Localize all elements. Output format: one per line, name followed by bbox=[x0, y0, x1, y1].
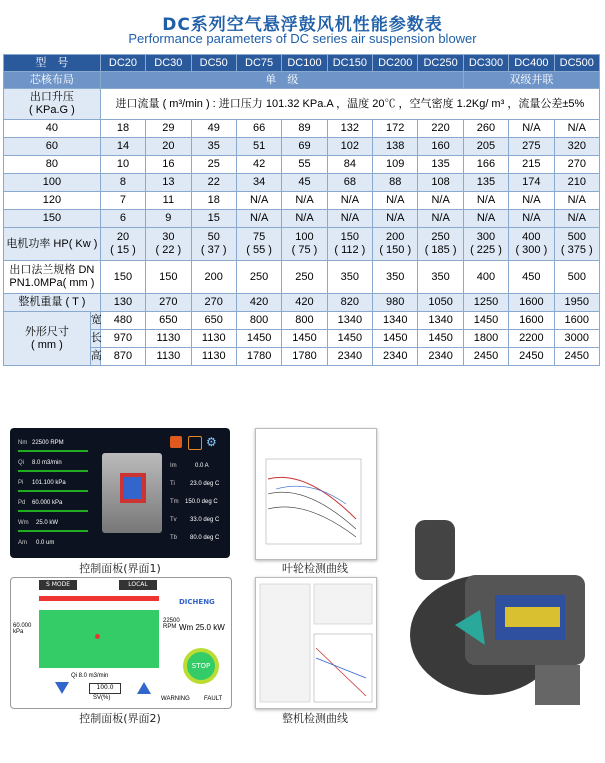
dim-cell: 2450 bbox=[554, 348, 599, 366]
caption-machine: 整机检测曲线 bbox=[282, 712, 348, 725]
dim-cell: 1450 bbox=[282, 330, 327, 348]
model-DC300: DC300 bbox=[463, 55, 508, 72]
weight-cell: 420 bbox=[236, 294, 281, 312]
motor-label: 电机功率 HP( Kw ) bbox=[4, 228, 101, 261]
motor-kw: ( 225 ) bbox=[470, 244, 502, 256]
flange-cell: 150 bbox=[146, 261, 191, 294]
motor-hp: 50 bbox=[207, 231, 220, 243]
dim-key: 宽 bbox=[90, 312, 100, 330]
flow-cell: 220 bbox=[418, 120, 463, 138]
flow-cell: 55 bbox=[282, 156, 327, 174]
flow-cell: N/A bbox=[418, 210, 463, 228]
p2-qi: Qi 8.0 m3/min bbox=[71, 673, 109, 679]
weight-label: 整机重量 ( T ) bbox=[4, 294, 101, 312]
flow-cell: 7 bbox=[100, 192, 145, 210]
dim-cell: 1450 bbox=[236, 330, 281, 348]
motor-kw: ( 375 ) bbox=[560, 244, 593, 256]
flow-cell: 109 bbox=[373, 156, 418, 174]
flow-cell: 138 bbox=[373, 138, 418, 156]
flow-cell: 68 bbox=[327, 174, 372, 192]
p2-pd: 60.000 kPa bbox=[13, 623, 32, 635]
motor-cell bbox=[418, 228, 463, 261]
flow-cell: N/A bbox=[373, 192, 418, 210]
motor-hp: 300 bbox=[476, 231, 496, 243]
motor-hp: 30 bbox=[162, 231, 175, 243]
p1-tv: 33.0 deg C bbox=[190, 517, 220, 523]
dim-cell: 1130 bbox=[191, 348, 236, 366]
flange-cell: 250 bbox=[236, 261, 281, 294]
flow-cell: N/A bbox=[236, 210, 281, 228]
dim-cell: 870 bbox=[100, 348, 145, 366]
flow-cell: N/A bbox=[509, 120, 554, 138]
flange-label: 出口法兰规格 DN PN1.0MPa( mm ) bbox=[4, 261, 101, 294]
flow-cell: 10 bbox=[100, 156, 145, 174]
flow-cell: 8 bbox=[100, 174, 145, 192]
core-dual: 双级并联 bbox=[463, 72, 599, 89]
p2-nm: 22500 RPM bbox=[163, 618, 180, 630]
flow-cell: N/A bbox=[327, 192, 372, 210]
operating-curve bbox=[39, 610, 159, 668]
weight-cell: 420 bbox=[282, 294, 327, 312]
weight-cell: 1950 bbox=[554, 294, 599, 312]
motor-kw: ( 55 ) bbox=[246, 244, 272, 256]
model-DC30: DC30 bbox=[146, 55, 191, 72]
dim-cell: 1800 bbox=[463, 330, 508, 348]
pressure-label: 150 bbox=[4, 210, 101, 228]
model-DC500: DC500 bbox=[554, 55, 599, 72]
motor-cell bbox=[373, 228, 418, 261]
p2-wm: Wm 25.0 kW bbox=[179, 623, 225, 632]
dim-cell: 1780 bbox=[282, 348, 327, 366]
home-icon[interactable] bbox=[170, 436, 182, 448]
dim-cell: 480 bbox=[100, 312, 145, 330]
p1-qi: 8.0 m3/min bbox=[32, 460, 62, 466]
motor-hp: 400 bbox=[522, 231, 541, 243]
model-label: 型 号 bbox=[4, 55, 101, 72]
flange-cell: 400 bbox=[463, 261, 508, 294]
flow-cell: 320 bbox=[554, 138, 599, 156]
weight-cell: 270 bbox=[146, 294, 191, 312]
flow-cell: N/A bbox=[373, 210, 418, 228]
sv-value[interactable]: 100.0 bbox=[89, 683, 121, 694]
dim-cell: 2450 bbox=[509, 348, 554, 366]
p1-pd: 60.000 kPa bbox=[32, 500, 63, 506]
flow-cell: 89 bbox=[282, 120, 327, 138]
core-single: 单 级 bbox=[100, 72, 463, 89]
flange-cell: 150 bbox=[100, 261, 145, 294]
dim-label-1: 外形尺寸 bbox=[24, 325, 69, 338]
p1-am: 0.0 um bbox=[36, 540, 55, 546]
machine-curve-graphic bbox=[256, 578, 376, 708]
flow-cell: 135 bbox=[418, 156, 463, 174]
flow-cell: 49 bbox=[191, 120, 236, 138]
warning-label: WARNING bbox=[161, 696, 190, 702]
stop-button[interactable]: STOP bbox=[183, 648, 219, 684]
motor-hp: 250 bbox=[431, 231, 450, 243]
p1-wm: 25.0 kW bbox=[36, 520, 59, 526]
flow-cell: 160 bbox=[418, 138, 463, 156]
p1-im: 0.0 A bbox=[195, 463, 209, 469]
blower-machine-image bbox=[102, 453, 162, 533]
flow-cell: 34 bbox=[236, 174, 281, 192]
flow-cell: 132 bbox=[327, 120, 372, 138]
dim-cell: 1780 bbox=[236, 348, 281, 366]
motor-cell bbox=[100, 228, 145, 261]
flow-cell: 108 bbox=[418, 174, 463, 192]
motor-kw: ( 112 ) bbox=[334, 244, 366, 256]
sv-label: SV(%) bbox=[93, 695, 111, 701]
spec-table bbox=[3, 54, 600, 366]
flow-cell: 172 bbox=[373, 120, 418, 138]
flow-cell: 69 bbox=[282, 138, 327, 156]
flow-cell: N/A bbox=[509, 210, 554, 228]
flow-cell: 22 bbox=[191, 174, 236, 192]
flow-cell: 102 bbox=[327, 138, 372, 156]
motor-hp: 150 bbox=[340, 231, 360, 243]
dim-cell: 2200 bbox=[509, 330, 554, 348]
motor-kw: ( 75 ) bbox=[291, 244, 318, 256]
dim-cell: 970 bbox=[100, 330, 145, 348]
dim-label bbox=[4, 312, 91, 366]
motor-kw: ( 300 ) bbox=[515, 244, 548, 256]
dim-cell: 2340 bbox=[418, 348, 463, 366]
title-en: Performance parameters of DC series air suspension blower bbox=[128, 31, 477, 46]
flow-cell: 174 bbox=[509, 174, 554, 192]
flow-cell: 16 bbox=[146, 156, 191, 174]
p1-nm: 22500 RPM bbox=[32, 440, 64, 446]
dim-cell: 1130 bbox=[146, 348, 191, 366]
flow-cell: N/A bbox=[554, 210, 599, 228]
brand-logo: DICHENG bbox=[179, 598, 215, 606]
dim-cell: 1450 bbox=[373, 330, 418, 348]
flow-cell: 42 bbox=[236, 156, 281, 174]
flow-cell: 166 bbox=[463, 156, 508, 174]
flange-cell: 250 bbox=[282, 261, 327, 294]
model-DC20: DC20 bbox=[100, 55, 145, 72]
pressure-label: 120 bbox=[4, 192, 101, 210]
flow-cell: 51 bbox=[236, 138, 281, 156]
dim-cell: 800 bbox=[282, 312, 327, 330]
motor-cell bbox=[282, 228, 327, 261]
weight-cell: 1250 bbox=[463, 294, 508, 312]
dim-cell: 1450 bbox=[463, 312, 508, 330]
impeller-test-chart bbox=[255, 428, 377, 560]
dim-label-2: ( mm ) bbox=[30, 338, 63, 351]
flow-cell: 135 bbox=[463, 174, 508, 192]
control-panel-2 bbox=[10, 577, 232, 709]
flow-cell: 270 bbox=[554, 156, 599, 174]
flow-cell: 205 bbox=[463, 138, 508, 156]
flow-cell: N/A bbox=[236, 192, 281, 210]
pressure-label: 80 bbox=[4, 156, 101, 174]
fault-label: FAULT bbox=[204, 696, 223, 702]
motor-cell bbox=[146, 228, 191, 261]
increase-icon[interactable] bbox=[137, 682, 151, 694]
motor-cell bbox=[327, 228, 372, 261]
p1-ti: 23.0 deg C bbox=[190, 481, 220, 487]
flow-cell: 29 bbox=[146, 120, 191, 138]
motor-kw: ( 150 ) bbox=[379, 244, 412, 256]
flow-cell: N/A bbox=[554, 120, 599, 138]
dim-cell: 650 bbox=[146, 312, 191, 330]
flange-cell: 500 bbox=[554, 261, 599, 294]
flow-cell: 88 bbox=[373, 174, 418, 192]
flange-cell: 350 bbox=[327, 261, 372, 294]
menu-icon[interactable] bbox=[188, 436, 202, 450]
flow-cell: 84 bbox=[327, 156, 372, 174]
motor-kw: ( 37 ) bbox=[200, 244, 227, 256]
flow-cell: 260 bbox=[463, 120, 508, 138]
inlet-note: 进口流量 ( m³/min ) : 进口压力 101.32 KPa.A ，温度 20℃ ，空气密度 1.2Kg/ m³ ，流量公差±5% bbox=[100, 89, 599, 120]
flow-cell: N/A bbox=[418, 192, 463, 210]
dim-cell: 1130 bbox=[191, 330, 236, 348]
flow-cell: 6 bbox=[100, 210, 145, 228]
weight-cell: 130 bbox=[100, 294, 145, 312]
flow-cell: N/A bbox=[463, 210, 508, 228]
flow-cell: N/A bbox=[463, 192, 508, 210]
caption-panel-1: 控制面板(界面1) bbox=[79, 562, 161, 575]
flow-cell: 66 bbox=[236, 120, 281, 138]
model-DC150: DC150 bbox=[327, 55, 372, 72]
p1-tb: 80.0 deg C bbox=[190, 535, 220, 541]
dim-cell: 1130 bbox=[146, 330, 191, 348]
pressure-label: 40 bbox=[4, 120, 101, 138]
decrease-icon[interactable] bbox=[55, 682, 69, 694]
flow-cell: N/A bbox=[554, 192, 599, 210]
weight-cell: 820 bbox=[327, 294, 372, 312]
dim-cell: 1450 bbox=[418, 330, 463, 348]
dim-cell: 650 bbox=[191, 312, 236, 330]
flow-cell: 35 bbox=[191, 138, 236, 156]
dim-cell: 1340 bbox=[418, 312, 463, 330]
model-DC75: DC75 bbox=[236, 55, 281, 72]
dim-cell: 2340 bbox=[373, 348, 418, 366]
flow-cell: 210 bbox=[554, 174, 599, 192]
motor-hp: 200 bbox=[386, 231, 405, 243]
motor-cell bbox=[236, 228, 281, 261]
flange-cell: 200 bbox=[191, 261, 236, 294]
dim-cell: 3000 bbox=[554, 330, 599, 348]
motor-kw: ( 15 ) bbox=[110, 244, 136, 256]
weight-cell: 1600 bbox=[509, 294, 554, 312]
core-label: 芯核布局 bbox=[4, 72, 101, 89]
motor-cell bbox=[191, 228, 236, 261]
flow-cell: N/A bbox=[282, 210, 327, 228]
dim-key: 高 bbox=[90, 348, 100, 366]
impeller-curve-graphic bbox=[256, 429, 376, 559]
weight-cell: 270 bbox=[191, 294, 236, 312]
flange-cell: 450 bbox=[509, 261, 554, 294]
weight-cell: 980 bbox=[373, 294, 418, 312]
flow-cell: 215 bbox=[509, 156, 554, 174]
flow-cell: 15 bbox=[191, 210, 236, 228]
dim-cell: 800 bbox=[236, 312, 281, 330]
model-DC250: DC250 bbox=[418, 55, 463, 72]
outlet-label: 出口升压 ( KPa.G ) bbox=[4, 89, 101, 120]
motor-cell bbox=[509, 228, 554, 261]
model-DC200: DC200 bbox=[373, 55, 418, 72]
flow-cell: 13 bbox=[146, 174, 191, 192]
p1-pi: 101.100 kPa bbox=[32, 480, 66, 486]
motor-cell bbox=[463, 228, 508, 261]
flow-cell: 45 bbox=[282, 174, 327, 192]
flow-cell: 25 bbox=[191, 156, 236, 174]
gear-icon[interactable]: ⚙ bbox=[206, 435, 217, 449]
motor-hp: 500 bbox=[567, 231, 586, 243]
flow-cell: 275 bbox=[509, 138, 554, 156]
flow-cell: 18 bbox=[191, 192, 236, 210]
dim-cell: 2450 bbox=[463, 348, 508, 366]
flow-cell: N/A bbox=[509, 192, 554, 210]
model-DC400: DC400 bbox=[509, 55, 554, 72]
local-button[interactable]: LOCAL bbox=[119, 580, 157, 590]
motor-hp: 75 bbox=[252, 231, 266, 243]
flow-cell: 14 bbox=[100, 138, 145, 156]
motor-hp: 20 bbox=[116, 231, 130, 243]
p1-tm: 150.0 deg C bbox=[185, 499, 218, 505]
dim-cell: 1600 bbox=[509, 312, 554, 330]
machine-test-chart bbox=[255, 577, 377, 709]
flange-cell: 350 bbox=[418, 261, 463, 294]
motor-kw: ( 185 ) bbox=[424, 244, 457, 256]
dim-cell: 2340 bbox=[327, 348, 372, 366]
control-panel-1: Nm 22500 RPM Qi 8.0 m3/min Pi 101.100 kPa Pd 60.000 kPa Wm 25.0 kW Am 0.0 um ⚙ Im 0.0 A Ti 23.0 deg C Tm 150.0 deg C Tv 33.0 deg C Tb 80.0 deg C bbox=[10, 428, 230, 558]
caption-impeller: 叶轮检测曲线 bbox=[282, 562, 348, 575]
dim-cell: 1600 bbox=[554, 312, 599, 330]
flow-cell: 11 bbox=[146, 192, 191, 210]
caption-panel-2: 控制面板(界面2) bbox=[79, 712, 161, 725]
motor-kw: ( 22 ) bbox=[155, 244, 182, 256]
title-cn: DC系列空气悬浮鼓风机性能参数表 bbox=[162, 15, 443, 35]
flow-cell: 18 bbox=[100, 120, 145, 138]
pressure-label: 60 bbox=[4, 138, 101, 156]
motor-hp: 100 bbox=[295, 231, 314, 243]
flow-cell: N/A bbox=[327, 210, 372, 228]
dim-cell: 1450 bbox=[327, 330, 372, 348]
weight-cell: 1050 bbox=[418, 294, 463, 312]
flow-cell: N/A bbox=[282, 192, 327, 210]
dim-cell: 1340 bbox=[373, 312, 418, 330]
dim-key: 长 bbox=[90, 330, 100, 348]
blower-cutaway-image bbox=[385, 515, 600, 715]
pressure-label: 100 bbox=[4, 174, 101, 192]
flow-cell: 20 bbox=[146, 138, 191, 156]
flow-cell: 9 bbox=[146, 210, 191, 228]
s-mode-button[interactable]: S MODE bbox=[39, 580, 77, 590]
model-DC50: DC50 bbox=[191, 55, 236, 72]
motor-cell bbox=[554, 228, 599, 261]
flange-cell: 350 bbox=[373, 261, 418, 294]
dim-cell: 1340 bbox=[327, 312, 372, 330]
model-DC100: DC100 bbox=[282, 55, 327, 72]
